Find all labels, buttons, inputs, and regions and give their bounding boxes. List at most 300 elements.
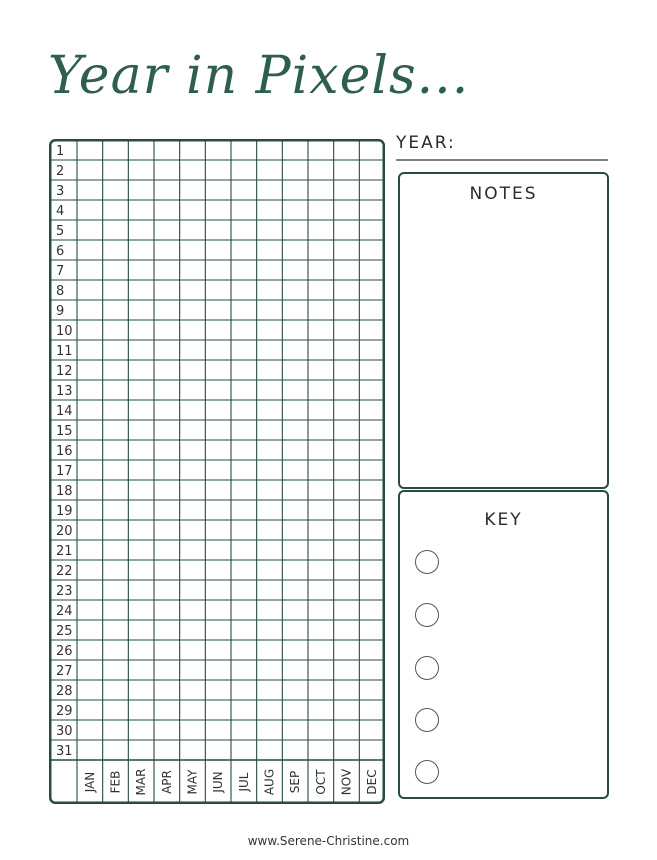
pixel-cell[interactable] [206,141,230,160]
pixel-cell[interactable] [155,281,179,300]
pixel-cell[interactable] [180,541,204,560]
pixel-cell[interactable] [334,401,358,420]
pixel-cell[interactable] [206,421,230,440]
pixel-cell[interactable] [309,421,333,440]
pixel-cell[interactable] [334,661,358,680]
pixel-cell[interactable] [129,301,153,320]
pixel-cell[interactable] [334,141,358,160]
pixel-cell[interactable] [103,681,127,700]
pixel-cell[interactable] [334,601,358,620]
pixel-cell[interactable] [257,441,281,460]
pixel-cell[interactable] [155,541,179,560]
pixel-cell[interactable] [232,141,256,160]
pixel-cell[interactable] [334,321,358,340]
pixel-cell[interactable] [257,621,281,640]
pixel-cell[interactable] [78,481,102,500]
pixel-cell[interactable] [360,561,384,580]
pixel-cell[interactable] [155,221,179,240]
pixel-cell[interactable] [360,161,384,180]
pixel-cell[interactable] [206,381,230,400]
pixel-cell[interactable] [257,301,281,320]
pixel-cell[interactable] [206,581,230,600]
pixel-cell[interactable] [180,161,204,180]
pixel-cell[interactable] [155,341,179,360]
pixel-cell[interactable] [257,681,281,700]
pixel-cell[interactable] [78,541,102,560]
pixel-cell[interactable] [334,701,358,720]
pixel-cell[interactable] [283,161,307,180]
pixel-cell[interactable] [103,341,127,360]
pixel-cell[interactable] [257,501,281,520]
pixel-cell[interactable] [360,221,384,240]
pixel-cell[interactable] [232,481,256,500]
pixel-cell[interactable] [257,141,281,160]
pixel-cell[interactable] [155,441,179,460]
pixel-cell[interactable] [155,141,179,160]
pixel-cell[interactable] [232,301,256,320]
pixel-cell[interactable] [103,381,127,400]
pixel-cell[interactable] [257,601,281,620]
pixel-cell[interactable] [180,201,204,220]
pixel-cell[interactable] [155,361,179,380]
pixel-cell[interactable] [232,321,256,340]
pixel-cell[interactable] [309,461,333,480]
pixel-cell[interactable] [309,581,333,600]
pixel-cell[interactable] [155,581,179,600]
pixel-cell[interactable] [309,721,333,740]
pixel-cell[interactable] [232,181,256,200]
pixel-cell[interactable] [129,221,153,240]
pixel-cell[interactable] [334,361,358,380]
pixel-cell[interactable] [360,141,384,160]
pixel-cell[interactable] [232,641,256,660]
pixel-cell[interactable] [155,681,179,700]
pixel-cell[interactable] [206,681,230,700]
pixel-cell[interactable] [129,381,153,400]
pixel-cell[interactable] [78,641,102,660]
pixel-cell[interactable] [360,321,384,340]
pixel-cell[interactable] [232,501,256,520]
pixel-cell[interactable] [360,441,384,460]
pixel-cell[interactable] [78,421,102,440]
pixel-cell[interactable] [103,721,127,740]
pixel-cell[interactable] [360,701,384,720]
pixel-cell[interactable] [283,681,307,700]
pixel-cell[interactable] [78,161,102,180]
pixel-cell[interactable] [103,181,127,200]
pixel-cell[interactable] [309,661,333,680]
pixel-cell[interactable] [129,581,153,600]
pixel-cell[interactable] [180,601,204,620]
pixel-cell[interactable] [129,541,153,560]
pixel-cell[interactable] [180,381,204,400]
pixel-cell[interactable] [103,141,127,160]
pixel-cell[interactable] [180,521,204,540]
pixel-cell[interactable] [232,661,256,680]
pixel-cell[interactable] [180,361,204,380]
pixel-cell[interactable] [360,201,384,220]
pixel-cell[interactable] [309,181,333,200]
pixel-cell[interactable] [257,661,281,680]
pixel-cell[interactable] [283,501,307,520]
pixel-cell[interactable] [180,141,204,160]
pixel-cell[interactable] [155,301,179,320]
pixel-cell[interactable] [206,201,230,220]
pixel-cell[interactable] [180,581,204,600]
pixel-cell[interactable] [334,521,358,540]
pixel-cell[interactable] [103,201,127,220]
key-circle[interactable] [415,708,439,732]
pixel-cell[interactable] [360,521,384,540]
pixel-cell[interactable] [129,661,153,680]
pixel-cell[interactable] [309,241,333,260]
pixel-cell[interactable] [257,381,281,400]
pixel-cell[interactable] [180,181,204,200]
pixel-cell[interactable] [283,701,307,720]
pixel-cell[interactable] [129,561,153,580]
pixel-cell[interactable] [283,421,307,440]
pixel-cell[interactable] [257,281,281,300]
pixel-cell[interactable] [103,321,127,340]
pixel-cell[interactable] [155,521,179,540]
pixel-cell[interactable] [257,721,281,740]
pixel-cell[interactable] [283,621,307,640]
pixel-cell[interactable] [309,321,333,340]
pixel-cell[interactable] [360,181,384,200]
pixel-cell[interactable] [334,261,358,280]
pixel-cell[interactable] [257,641,281,660]
pixel-cell[interactable] [103,361,127,380]
pixel-cell[interactable] [309,401,333,420]
pixel-cell[interactable] [155,161,179,180]
pixel-cell[interactable] [232,741,256,760]
pixel-cell[interactable] [78,341,102,360]
pixel-cell[interactable] [180,661,204,680]
pixel-cell[interactable] [334,161,358,180]
pixel-cell[interactable] [206,541,230,560]
pixel-cell[interactable] [103,241,127,260]
pixel-cell[interactable] [257,421,281,440]
pixel-cell[interactable] [206,501,230,520]
pixel-cell[interactable] [180,641,204,660]
pixel-cell[interactable] [309,361,333,380]
pixel-cell[interactable] [78,621,102,640]
pixel-cell[interactable] [334,501,358,520]
pixel-cell[interactable] [283,181,307,200]
pixel-cell[interactable] [103,661,127,680]
pixel-cell[interactable] [129,481,153,500]
pixel-cell[interactable] [283,321,307,340]
pixel-cell[interactable] [180,721,204,740]
pixel-cell[interactable] [283,341,307,360]
pixel-cell[interactable] [232,401,256,420]
pixel-cell[interactable] [257,561,281,580]
pixel-cell[interactable] [103,441,127,460]
pixel-cell[interactable] [334,421,358,440]
pixel-cell[interactable] [206,401,230,420]
pixel-cell[interactable] [232,681,256,700]
pixel-cell[interactable] [129,201,153,220]
pixel-cell[interactable] [129,341,153,360]
pixel-cell[interactable] [180,561,204,580]
pixel-cell[interactable] [155,481,179,500]
pixel-cell[interactable] [129,281,153,300]
pixel-cell[interactable] [206,281,230,300]
pixel-cell[interactable] [103,501,127,520]
pixel-cell[interactable] [129,461,153,480]
pixel-cell[interactable] [283,201,307,220]
pixel-cell[interactable] [180,701,204,720]
pixel-cell[interactable] [155,241,179,260]
pixel-cell[interactable] [309,601,333,620]
pixel-cell[interactable] [155,501,179,520]
pixel-cell[interactable] [78,741,102,760]
pixel-cell[interactable] [232,201,256,220]
pixel-cell[interactable] [360,481,384,500]
pixel-cell[interactable] [232,721,256,740]
pixel-cell[interactable] [360,421,384,440]
pixel-cell[interactable] [283,401,307,420]
pixel-cell[interactable] [129,601,153,620]
pixel-cell[interactable] [257,201,281,220]
pixel-cell[interactable] [360,681,384,700]
pixel-cell[interactable] [232,621,256,640]
pixel-cell[interactable] [129,401,153,420]
pixel-cell[interactable] [155,381,179,400]
pixel-cell[interactable] [257,701,281,720]
pixel-cell[interactable] [103,281,127,300]
pixel-cell[interactable] [206,561,230,580]
pixel-cell[interactable] [155,561,179,580]
pixel-cell[interactable] [283,721,307,740]
pixel-cell[interactable] [334,221,358,240]
pixel-cell[interactable] [232,541,256,560]
pixel-cell[interactable] [283,641,307,660]
pixel-cell[interactable] [78,141,102,160]
pixel-cell[interactable] [283,601,307,620]
pixel-cell[interactable] [155,621,179,640]
pixel-cell[interactable] [232,261,256,280]
pixel-cell[interactable] [283,281,307,300]
pixel-cell[interactable] [206,641,230,660]
pixel-cell[interactable] [309,541,333,560]
pixel-cell[interactable] [309,561,333,580]
pixel-cell[interactable] [360,401,384,420]
pixel-cell[interactable] [206,601,230,620]
pixel-cell[interactable] [180,241,204,260]
pixel-cell[interactable] [360,341,384,360]
pixel-cell[interactable] [309,701,333,720]
pixel-cell[interactable] [78,381,102,400]
pixel-cell[interactable] [103,261,127,280]
key-circle[interactable] [415,760,439,784]
pixel-cell[interactable] [360,741,384,760]
pixel-cell[interactable] [155,401,179,420]
pixel-cell[interactable] [206,161,230,180]
pixel-cell[interactable] [78,201,102,220]
pixel-cell[interactable] [78,661,102,680]
pixel-cell[interactable] [334,681,358,700]
pixel-cell[interactable] [180,481,204,500]
pixel-cell[interactable] [257,161,281,180]
pixel-cell[interactable] [206,661,230,680]
pixel-cell[interactable] [257,261,281,280]
pixel-cell[interactable] [360,661,384,680]
pixel-cell[interactable] [334,581,358,600]
pixel-cell[interactable] [180,461,204,480]
pixel-cell[interactable] [129,161,153,180]
pixel-cell[interactable] [232,161,256,180]
pixel-cell[interactable] [309,521,333,540]
pixel-cell[interactable] [232,361,256,380]
pixel-cell[interactable] [206,261,230,280]
pixel-cell[interactable] [232,341,256,360]
pixel-cell[interactable] [309,481,333,500]
pixel-cell[interactable] [180,441,204,460]
pixel-cell[interactable] [283,381,307,400]
pixel-cell[interactable] [206,241,230,260]
pixel-cell[interactable] [103,221,127,240]
pixel-cell[interactable] [155,601,179,620]
pixel-cell[interactable] [78,581,102,600]
pixel-cell[interactable] [309,301,333,320]
pixel-cell[interactable] [283,261,307,280]
pixel-cell[interactable] [155,721,179,740]
pixel-cell[interactable] [78,221,102,240]
pixel-cell[interactable] [206,461,230,480]
pixel-cell[interactable] [257,521,281,540]
pixel-cell[interactable] [232,241,256,260]
pixel-cell[interactable] [283,301,307,320]
pixel-cell[interactable] [129,241,153,260]
pixel-cell[interactable] [309,621,333,640]
pixel-cell[interactable] [155,201,179,220]
pixel-cell[interactable] [309,501,333,520]
pixel-cell[interactable] [180,261,204,280]
pixel-cell[interactable] [360,381,384,400]
pixel-cell[interactable] [78,301,102,320]
pixel-cell[interactable] [78,321,102,340]
pixel-cell[interactable] [334,201,358,220]
pixel-cell[interactable] [257,461,281,480]
pixel-cell[interactable] [309,141,333,160]
pixel-cell[interactable] [360,621,384,640]
pixel-cell[interactable] [103,621,127,640]
pixel-cell[interactable] [103,521,127,540]
pixel-cell[interactable] [206,321,230,340]
pixel-cell[interactable] [103,581,127,600]
pixel-cell[interactable] [206,361,230,380]
pixel-cell[interactable] [283,361,307,380]
pixel-cell[interactable] [180,221,204,240]
pixel-cell[interactable] [78,721,102,740]
pixel-cell[interactable] [103,481,127,500]
pixel-cell[interactable] [129,521,153,540]
pixel-cell[interactable] [232,281,256,300]
pixel-cell[interactable] [360,581,384,600]
pixel-cell[interactable] [103,541,127,560]
pixel-cell[interactable] [155,741,179,760]
pixel-cell[interactable] [206,301,230,320]
pixel-cell[interactable] [360,461,384,480]
pixel-cell[interactable] [129,441,153,460]
pixel-cell[interactable] [232,601,256,620]
pixel-cell[interactable] [232,441,256,460]
pixel-cell[interactable] [257,401,281,420]
pixel-cell[interactable] [129,641,153,660]
pixel-cell[interactable] [206,441,230,460]
pixel-cell[interactable] [257,581,281,600]
pixel-cell[interactable] [283,221,307,240]
pixel-cell[interactable] [334,561,358,580]
key-circle[interactable] [415,550,439,574]
pixel-cell[interactable] [206,621,230,640]
pixel-cell[interactable] [232,421,256,440]
pixel-cell[interactable] [360,721,384,740]
pixel-cell[interactable] [78,601,102,620]
pixel-cell[interactable] [180,301,204,320]
pixel-cell[interactable] [103,601,127,620]
pixel-cell[interactable] [155,661,179,680]
pixel-cell[interactable] [360,281,384,300]
pixel-cell[interactable] [257,321,281,340]
pixel-cell[interactable] [206,221,230,240]
pixel-cell[interactable] [78,281,102,300]
pixel-cell[interactable] [206,481,230,500]
pixel-cell[interactable] [334,481,358,500]
pixel-cell[interactable] [257,541,281,560]
key-circle[interactable] [415,603,439,627]
pixel-cell[interactable] [206,341,230,360]
pixel-cell[interactable] [283,481,307,500]
pixel-cell[interactable] [334,461,358,480]
pixel-cell[interactable] [283,741,307,760]
pixel-cell[interactable] [360,241,384,260]
pixel-cell[interactable] [232,381,256,400]
pixel-cell[interactable] [129,701,153,720]
pixel-cell[interactable] [155,261,179,280]
pixel-cell[interactable] [309,261,333,280]
pixel-cell[interactable] [129,741,153,760]
pixel-cell[interactable] [232,701,256,720]
pixel-cell[interactable] [78,441,102,460]
pixel-cell[interactable] [103,301,127,320]
pixel-cell[interactable] [180,281,204,300]
pixel-cell[interactable] [257,741,281,760]
pixel-cell[interactable] [360,641,384,660]
pixel-cell[interactable] [78,701,102,720]
pixel-cell[interactable] [334,641,358,660]
pixel-cell[interactable] [283,521,307,540]
pixel-cell[interactable] [103,161,127,180]
pixel-cell[interactable] [334,301,358,320]
pixel-cell[interactable] [360,301,384,320]
pixel-cell[interactable] [129,421,153,440]
pixel-cell[interactable] [129,681,153,700]
pixel-cell[interactable] [309,381,333,400]
pixel-cell[interactable] [206,741,230,760]
pixel-cell[interactable] [334,621,358,640]
pixel-cell[interactable] [180,421,204,440]
pixel-cell[interactable] [283,561,307,580]
pixel-cell[interactable] [129,501,153,520]
pixel-cell[interactable] [180,341,204,360]
pixel-cell[interactable] [334,741,358,760]
pixel-cell[interactable] [206,181,230,200]
pixel-cell[interactable] [257,341,281,360]
pixel-cell[interactable] [155,181,179,200]
pixel-cell[interactable] [283,141,307,160]
